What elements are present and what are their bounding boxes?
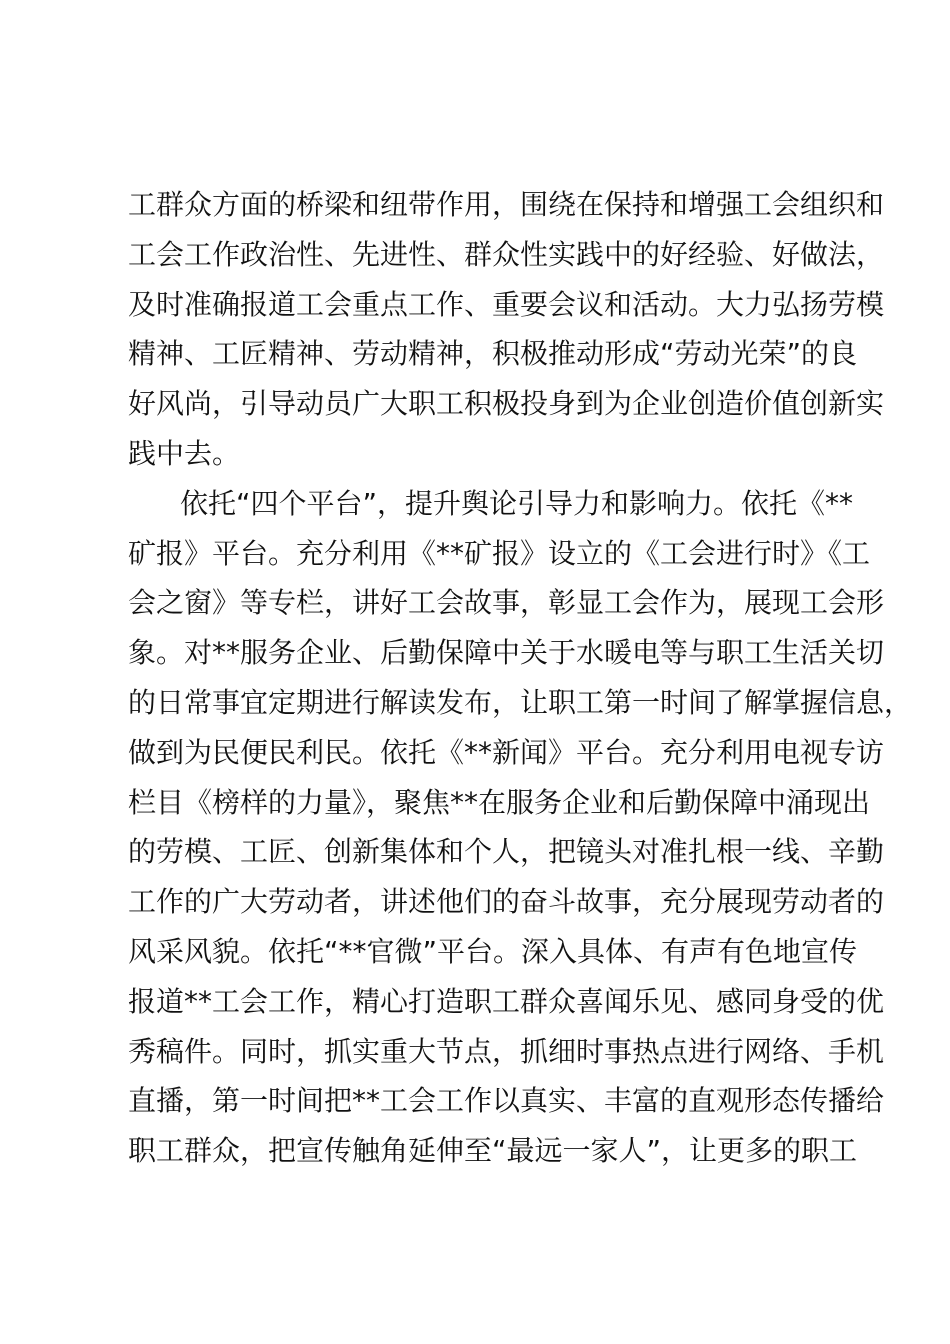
text-line: 的日常事宜定期进行解读发布，让职工第一时间了解掌握信息，: [128, 685, 913, 719]
text-line: 及时准确报道工会重点工作、重要会议和活动。大力弘扬劳模: [128, 287, 885, 321]
text-line: 秀稿件。同时，抓实重大节点，抓细时事热点进行网络、手机: [128, 1034, 885, 1068]
text-line: 象。对**服务企业、后勤保障中关于水暖电等与职工生活关切: [128, 636, 885, 670]
text-line: 风采风貌。依托“**官微”平台。深入具体、有声有色地宣传: [128, 934, 858, 968]
text-line: 做到为民便民利民。依托《**新闻》平台。充分利用电视专访: [128, 735, 885, 769]
document-body: [128, 180, 913, 1176]
text-line: 依托“四个平台”，提升舆论引导力和影响力。依托《**: [180, 486, 854, 520]
text-line: 报道**工会工作，精心打造职工群众喜闻乐见、感同身受的优: [128, 984, 885, 1018]
paragraph-1: [128, 180, 885, 479]
text-line: 精神、工匠精神、劳动精神，积极推动形成“劳动光荣”的良: [128, 337, 858, 371]
text-line: 践中去。: [128, 436, 241, 470]
text-line: 栏目《榜样的力量》，聚焦**在服务企业和后勤保障中涌现出: [128, 785, 871, 819]
text-line: 工会工作政治性、先进性、群众性实践中的好经验、好做法，: [128, 237, 885, 271]
text-line: 工作的广大劳动者，讲述他们的奋斗故事，充分展现劳动者的: [128, 885, 885, 919]
text-line: 职工群众，把宣传触角延伸至“最远一家人”，让更多的职工: [128, 1134, 858, 1168]
paragraph-2: [128, 479, 913, 1176]
text-line: 的劳模、工匠、创新集体和个人，把镜头对准扎根一线、辛勤: [128, 835, 885, 869]
text-line: 工群众方面的桥梁和纽带作用，围绕在保持和增强工会组织和: [128, 188, 885, 221]
text-line: 会之窗》等专栏，讲好工会故事，彰显工会作为，展现工会形: [128, 586, 885, 620]
text-line: 矿报》平台。充分利用《**矿报》设立的《工会进行时》《工: [128, 536, 871, 570]
text-line: 好风尚，引导动员广大职工积极投身到为企业创造价值创新实: [128, 387, 885, 421]
text-line: 直播，第一时间把**工会工作以真实、丰富的直观形态传播给: [128, 1084, 885, 1118]
